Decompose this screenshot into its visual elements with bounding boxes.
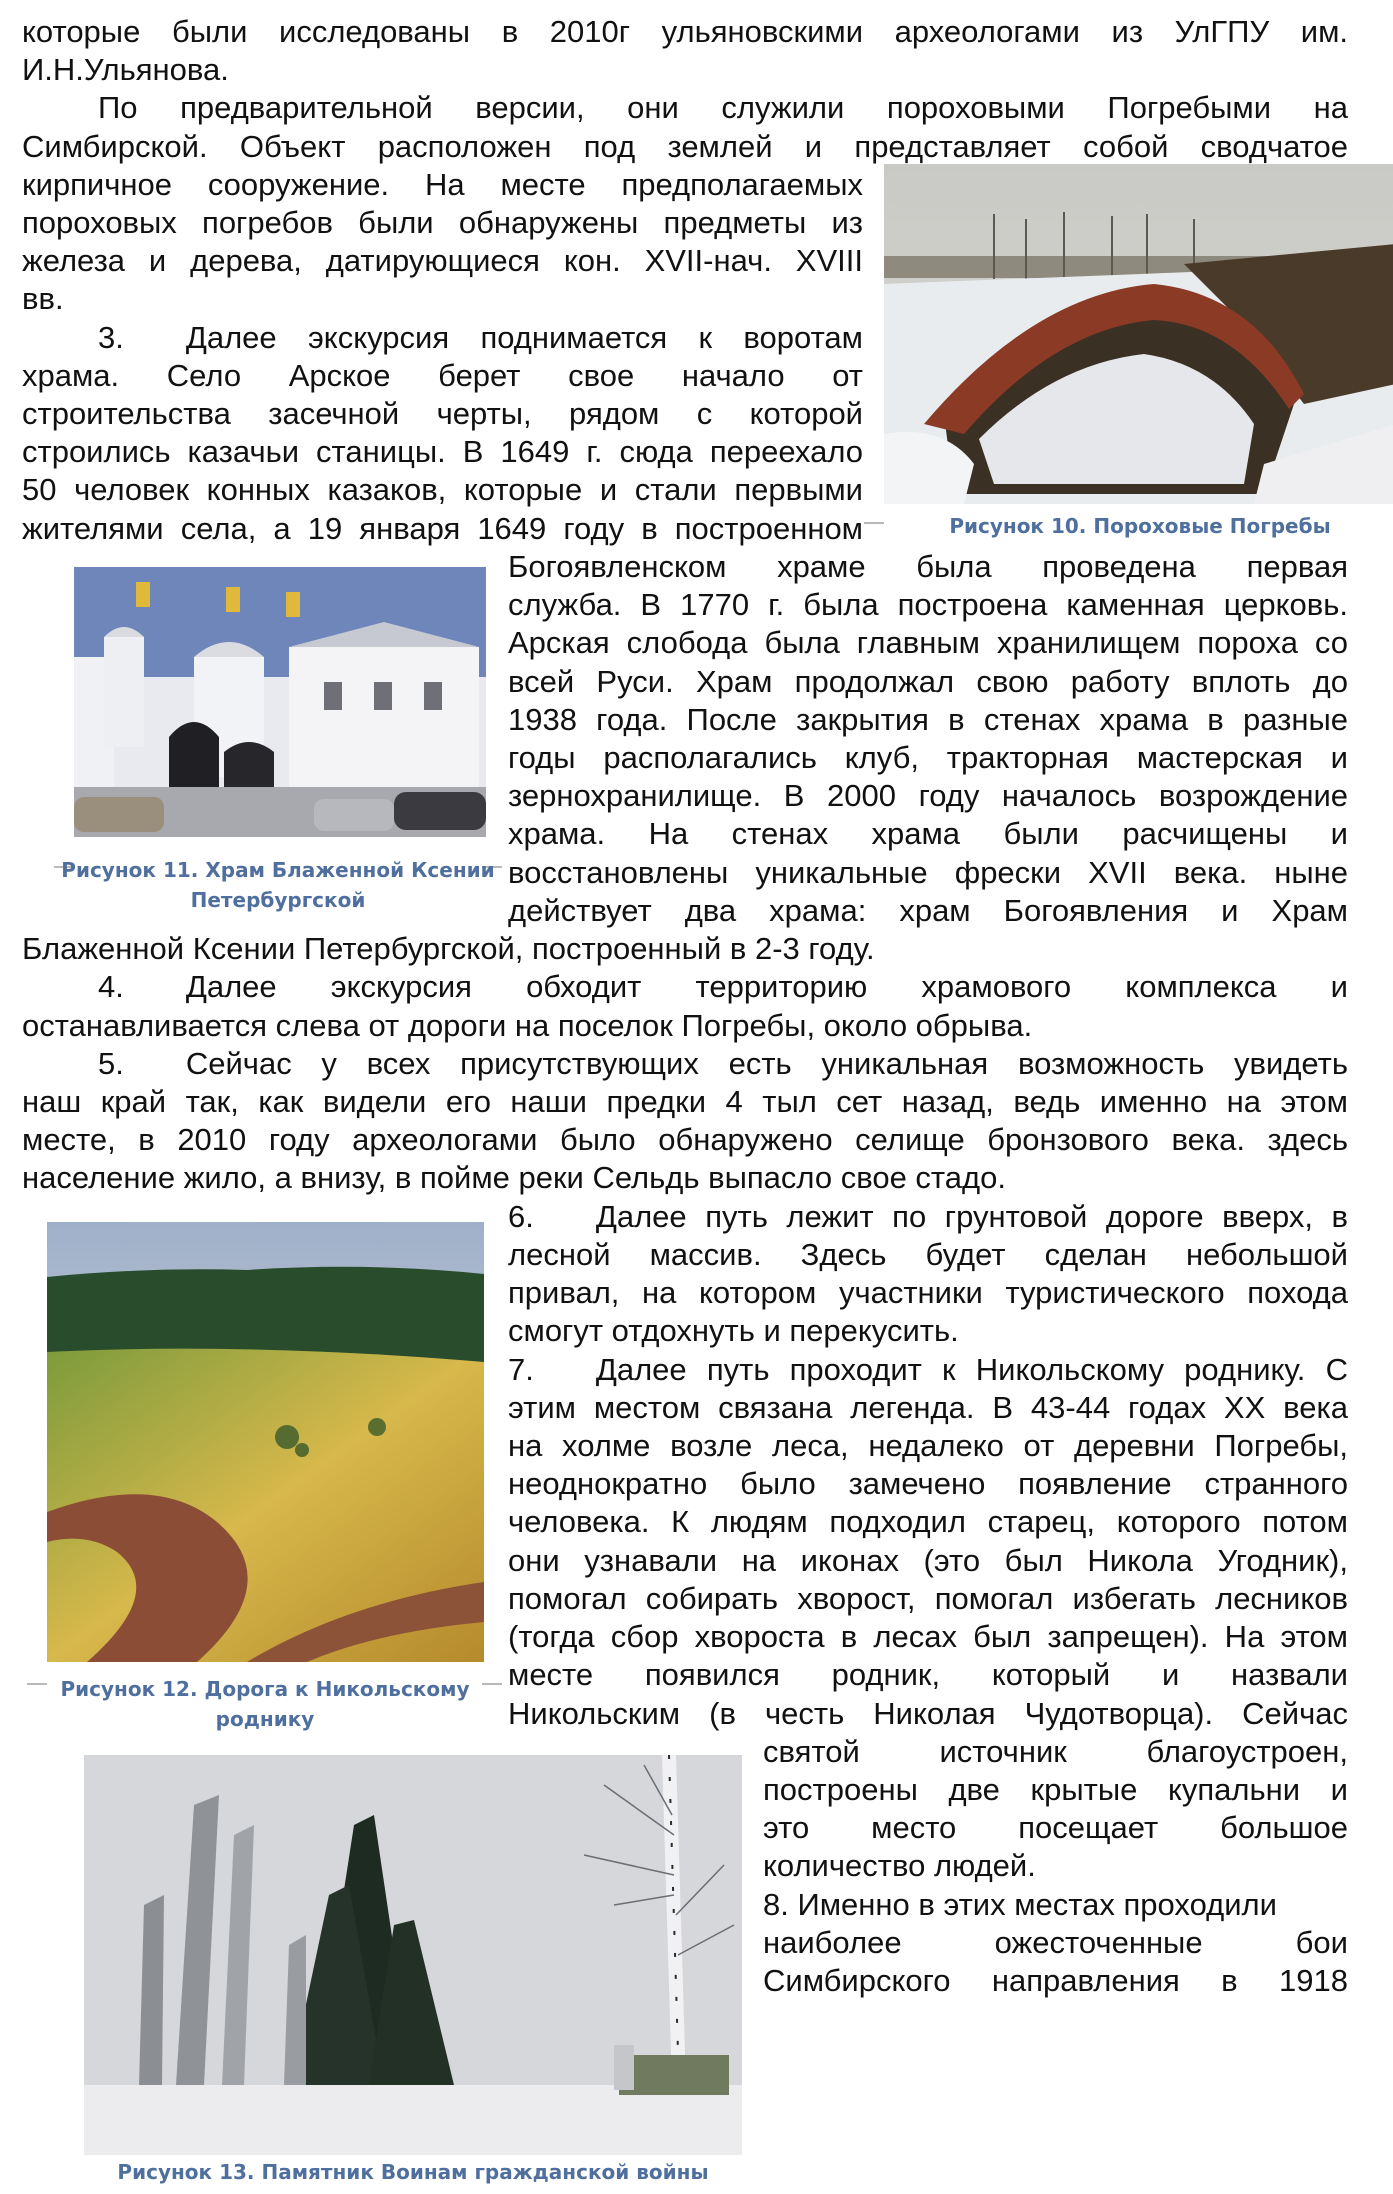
text-line: строились казачьи станицы. В 1649 г. сюда переехало bbox=[22, 434, 863, 469]
text-line: действует два храма: храм Богоявления и Храм bbox=[508, 893, 1348, 928]
text-line: они узнавали на иконах (это был Никола Угодник), bbox=[508, 1543, 1348, 1578]
text-line: неоднократно было замечено появление странного bbox=[508, 1466, 1348, 1501]
text-line: 3. Далее экскурсия поднимается к воротам bbox=[98, 320, 863, 355]
text-line: на холме возле леса, недалеко от деревни Погребы, bbox=[508, 1428, 1348, 1463]
text-line: храма. На стенах храма были расчищены и bbox=[508, 816, 1348, 851]
figure-13-caption: Рисунок 13. Памятник Воинам гражданской войны bbox=[117, 2160, 709, 2184]
figure-11-temple-photo bbox=[74, 567, 486, 837]
text-line: Арская слобода была главным хранилищем пороха со bbox=[508, 625, 1348, 660]
figure-11-caption bbox=[54, 855, 502, 915]
text-line: это место посещает большое bbox=[763, 1810, 1348, 1845]
figure-10-caption: Рисунок 10. Пороховые Погребы bbox=[949, 514, 1331, 538]
figure-10-powder-cellars-photo bbox=[884, 164, 1393, 504]
text-line: Блаженной Ксении Петербургской, построенный в 2-3 году. bbox=[22, 931, 875, 966]
text-line: служба. В 1770 г. была построена каменная церковь. bbox=[508, 587, 1348, 622]
text-line: пороховых погребов были обнаружены предметы из bbox=[22, 205, 863, 240]
text-line: всей Руси. Храм продолжал свою работу вплоть до bbox=[508, 664, 1348, 699]
figure-12-caption-line2: роднику bbox=[215, 1707, 315, 1731]
text-line: месте появился родник, который и назвали bbox=[508, 1657, 1348, 1692]
text-line: 5. Сейчас у всех присутствующих есть уникальная возможность увидеть bbox=[98, 1046, 1348, 1081]
text-line: наш край так, как видели его наши предки 4 тыл сет назад, ведь именно на этом bbox=[22, 1084, 1348, 1119]
text-line: построены две крытые купальни и bbox=[763, 1772, 1348, 1807]
text-line: Симбирской. Объект расположен под землей и представляет собой сводчатое bbox=[22, 129, 1348, 164]
text-line: лесной массив. Здесь будет сделан небольшой bbox=[508, 1237, 1348, 1272]
figure-12-caption bbox=[40, 1674, 490, 1734]
text-line: И.Н.Ульянова. bbox=[22, 52, 229, 87]
text-line: 6. Далее путь лежит по грунтовой дороге вверх, в bbox=[508, 1199, 1348, 1234]
text-line: строительства засечной черты, рядом с которой bbox=[22, 396, 863, 431]
text-line: смогут отдохнуть и перекусить. bbox=[508, 1313, 959, 1348]
text-line: которые были исследованы в 2010г ульяновскими археологами из УлГПУ им. bbox=[22, 14, 1348, 49]
text-line: храма. Село Арское берет свое начало от bbox=[22, 358, 863, 393]
figure-12-road-photo bbox=[47, 1222, 484, 1662]
figure-13-monument-photo bbox=[84, 1755, 742, 2155]
text-line: месте, в 2010 году археологами было обнаружено селище бронзового века. здесь bbox=[22, 1122, 1348, 1157]
text-line: кирпичное сооружение. На месте предполагаемых bbox=[22, 167, 863, 202]
text-line: святой источник благоустроен, bbox=[763, 1734, 1348, 1769]
text-line: помогал собирать хворост, помогал избегать лесников bbox=[508, 1581, 1348, 1616]
text-line: 4. Далее экскурсия обходит территорию храмового комплекса и bbox=[98, 969, 1348, 1004]
figure-divider bbox=[864, 522, 884, 524]
text-line: количество людей. bbox=[763, 1848, 1036, 1883]
text-line: По предварительной версии, они служили пороховыми Погребыми на bbox=[98, 90, 1348, 125]
figure-11-caption-line1: Рисунок 11. Храм Блаженной Ксении bbox=[61, 858, 495, 882]
text-line: железа и дерева, датирующиеся кон. XVII-нач. XVIII bbox=[22, 243, 863, 278]
text-line: 1938 года. После закрытия в стенах храма в разные bbox=[508, 702, 1348, 737]
figure-12-caption-line1: Рисунок 12. Дорога к Никольскому bbox=[60, 1677, 470, 1701]
text-line: зернохранилище. В 2000 году началось возрождение bbox=[508, 778, 1348, 813]
text-line: 7. Далее путь проходит к Никольскому роднику. С bbox=[508, 1352, 1348, 1387]
text-line: останавливается слева от дороги на поселок Погребы, около обрыва. bbox=[22, 1008, 1033, 1043]
text-line: этим местом связана легенда. В 43-44 годах XX века bbox=[508, 1390, 1348, 1425]
text-line: восстановлены уникальные фрески XVII века. ныне bbox=[508, 855, 1348, 890]
text-line: Симбирского направления в 1918 bbox=[763, 1963, 1348, 1998]
text-line: привал, на котором участники туристического похода bbox=[508, 1275, 1348, 1310]
text-line: Никольским (в честь Николая Чудотворца). Сейчас bbox=[508, 1696, 1348, 1731]
text-line: Богоявленском храме была проведена первая bbox=[508, 549, 1348, 584]
text-line: человека. К людям подходил старец, которого потом bbox=[508, 1504, 1348, 1539]
figure-11-caption-line2: Петербургской bbox=[190, 888, 366, 912]
text-line: годы располагались клуб, тракторная мастерская и bbox=[508, 740, 1348, 775]
text-line: наиболее ожесточенные бои bbox=[763, 1925, 1348, 1960]
text-line: вв. bbox=[22, 281, 64, 316]
text-line: 8. Именно в этих местах проходили bbox=[763, 1887, 1277, 1922]
text-line: жителями села, а 19 января 1649 году в построенном bbox=[22, 511, 863, 546]
text-line: 50 человек конных казаков, которые и стали первыми bbox=[22, 472, 863, 507]
text-line: население жило, а внизу, в пойме реки Сельдь выпасло свое стадо. bbox=[22, 1160, 1006, 1195]
text-line: (тогда сбор хвороста в лесах был запрещен). На этом bbox=[508, 1619, 1348, 1654]
